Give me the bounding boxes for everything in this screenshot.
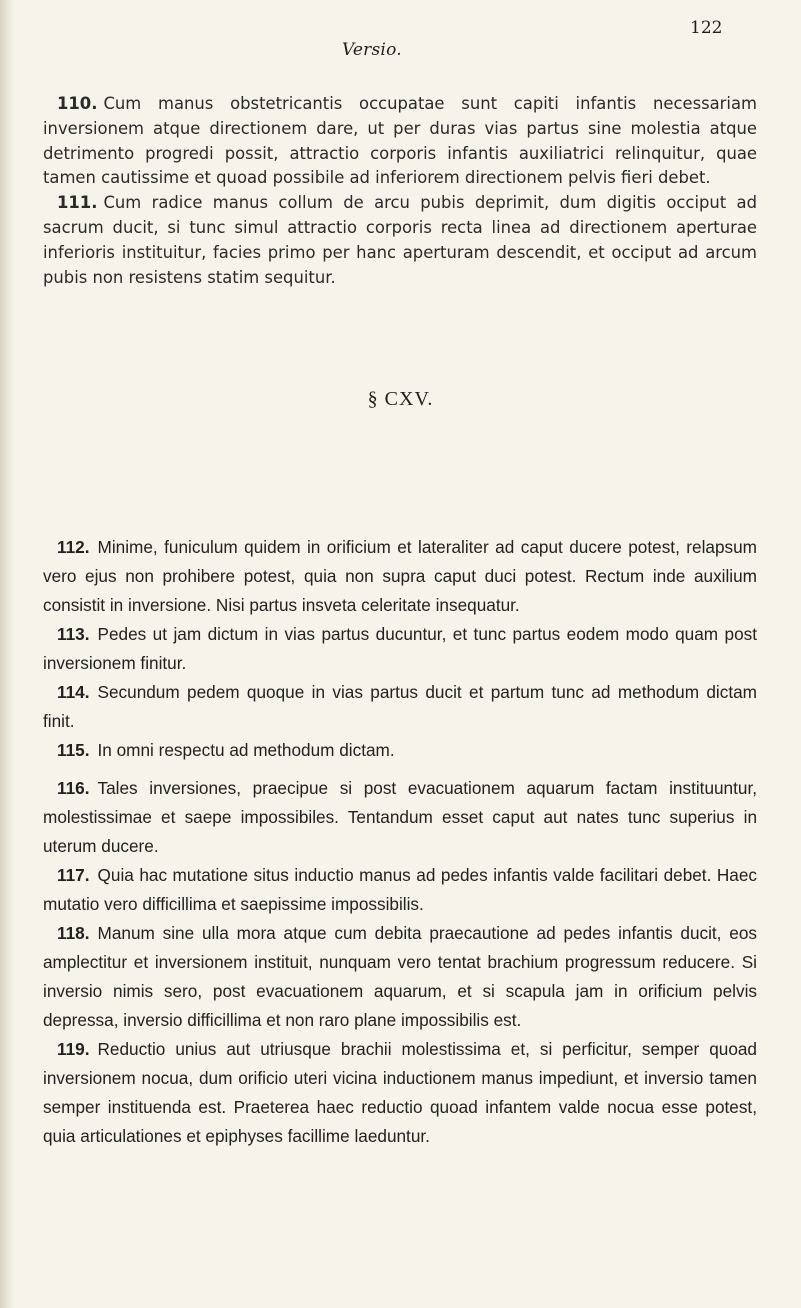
paragraph-number: 113. [57, 624, 90, 644]
paragraph-text: Cum manus obstetricantis occupatae sunt capiti infantis necessariam inversionem atque directionem dare, ut per duras vias partus sine molestia atque detrimento progredi possit, attractio corporis infantis auxiliatrici relinquitur, quae tamen cautissime et quoad possibile ad inferiorem directionem pelvis fieri debet. [43, 94, 757, 188]
paragraph-number: 110. [57, 94, 98, 113]
page-binding-edge [0, 0, 14, 1308]
paragraph-110 [43, 92, 757, 191]
paragraph-114 [43, 678, 757, 736]
paragraph-117 [43, 861, 757, 919]
paragraph-number: 112. [57, 537, 90, 557]
paragraph-text: Secundum pedem quoque in vias partus ducit et partum tunc ad methodum dictam finit. [43, 682, 757, 731]
paragraph-text: Cum radice manus collum de arcu pubis deprimit, dum digitis occiput ad sacrum ducit, si tunc simul attractio corporis recta linea ad directionem aperturae inferioris instituitur, facies primo per hanc aperturam descendit, et occiput ad arcum pubis non resistens statim sequitur. [43, 193, 757, 287]
paragraph-text: Pedes ut jam dictum in vias partus ducuntur, et tunc partus eodem modo quam post inversionem finitur. [43, 624, 757, 673]
paragraph-text: Reductio unius aut utriusque brachii molestissima et, si perficitur, semper quoad inversionem nocua, dum orificio uteri vicina inductionem manus impediunt, et inversio tamen semper instituenda est. Praeterea haec reductio quoad infantem valde nocua esse potest, quia articulationes et epiphyses facillime laeduntur. [43, 1039, 757, 1146]
upper-text-block [43, 92, 757, 290]
paragraph-number: 115. [57, 740, 90, 760]
paragraph-115 [43, 736, 757, 765]
paragraph-number: 119. [57, 1039, 90, 1059]
paragraph-text: Manum sine ulla mora atque cum debita praecautione ad pedes infantis ducit, eos amplectitur et inversionem instituit, nunquam vero tentat brachium progressum reducere. Si inversio nimis sero, post evacuationem aquarum, et si scapula jam in orificium pelvis depressa, inversio difficillima et non raro plane impossibilis est. [43, 923, 757, 1030]
paragraph-number: 118. [57, 923, 90, 943]
paragraph-text: In omni respectu ad methodum dictam. [97, 740, 395, 760]
paragraph-number: 117. [57, 865, 90, 885]
paragraph-number: 114. [57, 682, 90, 702]
paragraph-116 [43, 774, 757, 861]
paragraph-text: Quia hac mutatione situs inductio manus ad pedes infantis valde facilitari debet. Haec mutatio vero difficillima et saepissime impossibilis. [43, 865, 757, 914]
section-heading: § CXV. [367, 388, 434, 410]
paragraph-text: Tales inversiones, praecipue si post evacuationem aquarum factam instituuntur, molestissimae et saepe impossibiles. Tentandum esset caput aut nates tunc superius in uterum ducere. [43, 778, 757, 856]
page-number: 122 [690, 18, 723, 38]
paragraph-number: 111. [57, 193, 98, 213]
paragraph-112 [43, 533, 757, 620]
paragraph-text: Minime, funiculum quidem in orificium et lateraliter ad caput ducere potest, relapsum vero ejus non prohibere potest, quia non supra caput duci potest. Rectum inde auxilium consistit in inversione. Nisi partus insveta celeritate insequatur. [43, 537, 757, 615]
running-title: Versio. [342, 40, 402, 60]
paragraph-111 [43, 191, 757, 290]
paragraph-113 [43, 620, 757, 678]
paragraph-number: 116. [57, 778, 90, 798]
lower-text-block [43, 533, 757, 1151]
paragraph-118 [43, 919, 757, 1035]
paragraph-119 [43, 1035, 757, 1151]
